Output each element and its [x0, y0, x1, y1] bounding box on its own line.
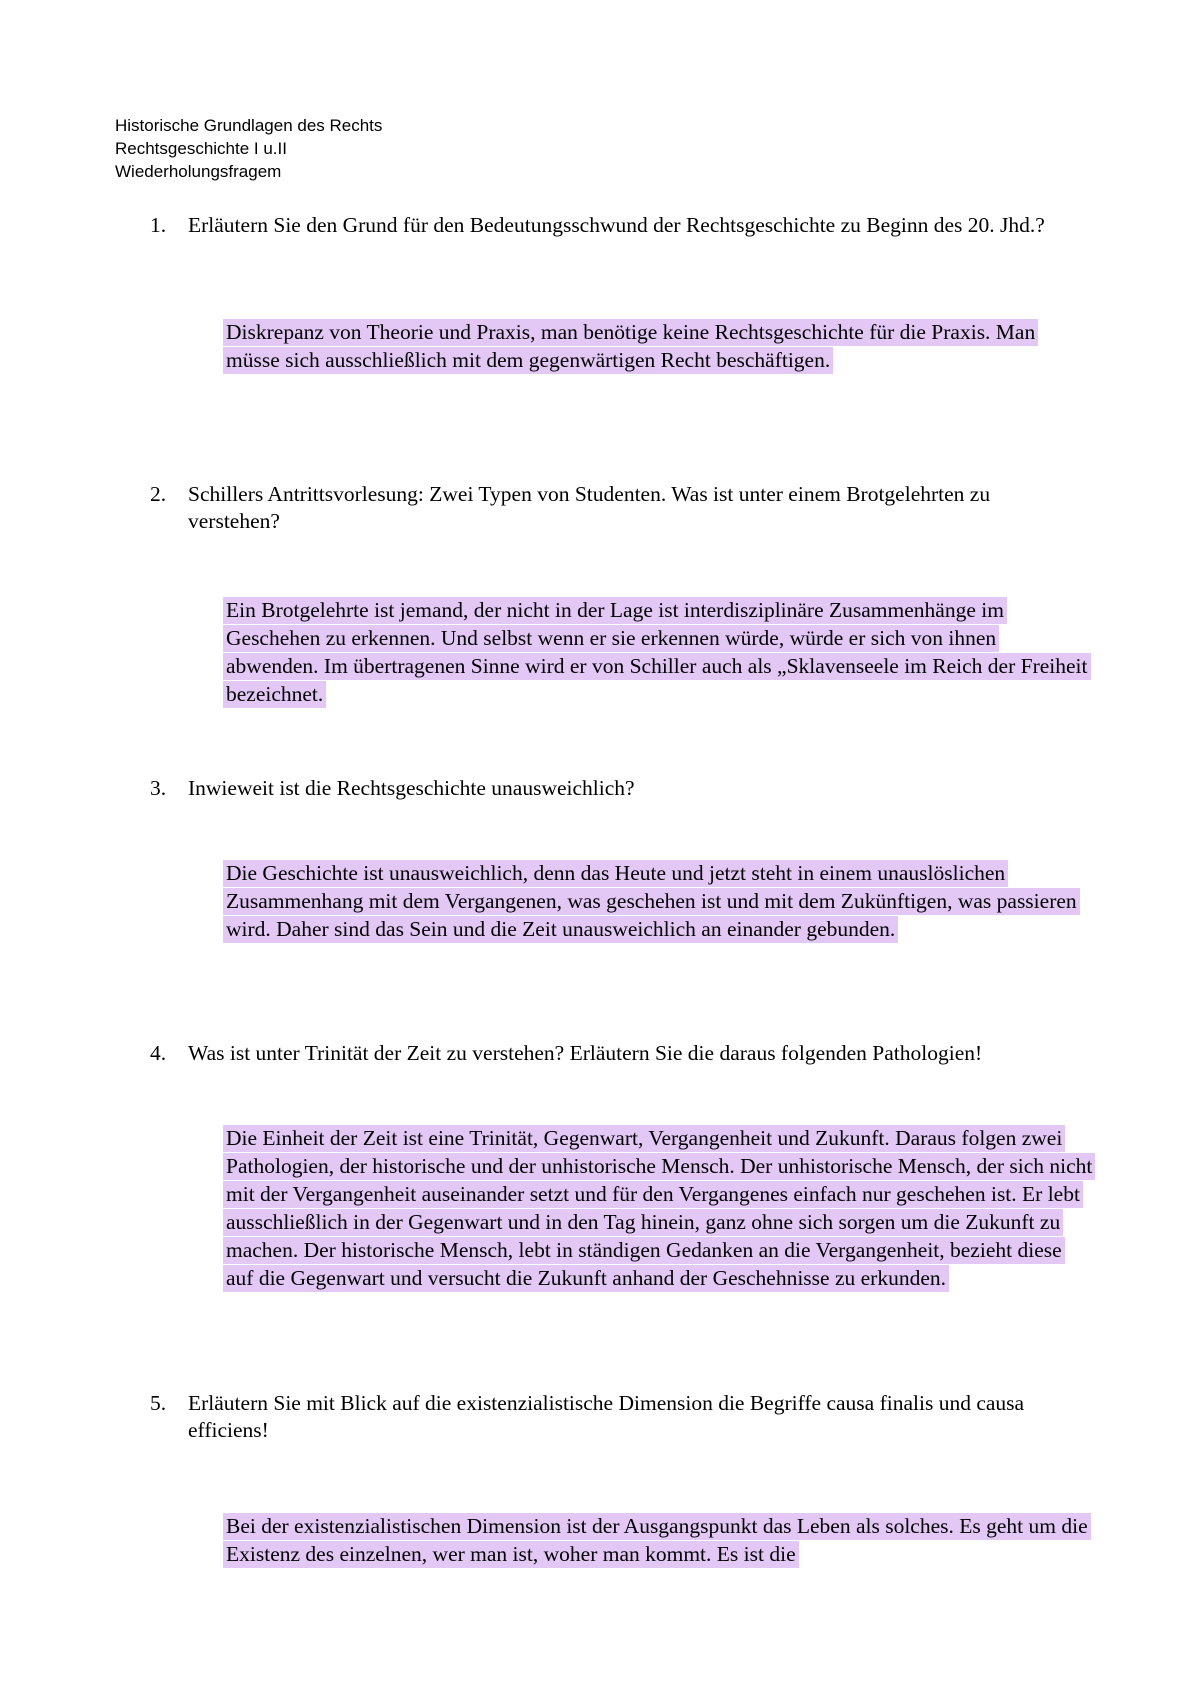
question-number: 1. [150, 213, 167, 237]
answer-2 [223, 596, 1093, 708]
highlighted-answer-text: Die Geschichte ist unausweichlich, denn das Heute und jetzt steht in einem unauslöslichen Zusammenhang mit dem Vergangenen, was geschehen ist und mit dem Zukünftigen, was passieren wird. Daher sind das Sein und die Zeit unausweichlich an einander gebunden. [223, 860, 1080, 943]
header-course-title: Historische Grundlagen des Rechts [115, 116, 383, 135]
question-text: Erläutern Sie mit Blick auf die existenzialistische Dimension die Begriffe causa finalis und causa efficiens! [188, 1391, 1025, 1442]
highlighted-answer-text: Ein Brotgelehrte ist jemand, der nicht in der Lage ist interdisziplinäre Zusammenhänge im Geschehen zu erkennen. Und selbst wenn er sie erkennen würde, würde er sich von ihnen abwenden. Im übertragenen Sinne wird er von Schiller auch als „Sklavenseele im Reich der Freiheit bezeichnet. [223, 597, 1091, 708]
header-document-type: Wiederholungsfragem [115, 162, 282, 181]
question-number: 2. [150, 482, 167, 506]
answer-3 [223, 859, 1093, 943]
question-4 [150, 1040, 1080, 1067]
question-1 [150, 212, 1080, 239]
question-2 [150, 481, 1080, 535]
question-text: Was ist unter Trinität der Zeit zu verstehen? Erläutern Sie die daraus folgenden Pathologien! [188, 1041, 983, 1065]
highlighted-answer-text: Diskrepanz von Theorie und Praxis, man benötige keine Rechtsgeschichte für die Praxis. Man müsse sich ausschließlich mit dem gegenwärtigen Recht beschäftigen. [223, 319, 1038, 374]
question-3 [150, 775, 1080, 802]
header-course-subtitle: Rechtsgeschichte I u.II [115, 139, 287, 158]
question-text: Schillers Antrittsvorlesung: Zwei Typen von Studenten. Was ist unter einem Brotgelehrten zu verstehen? [188, 482, 991, 533]
answer-1 [223, 318, 1093, 374]
answer-5 [223, 1512, 1093, 1568]
highlighted-answer-text: Bei der existenzialistischen Dimension ist der Ausgangspunkt das Leben als solches. Es geht um die Existenz des einzelnen, wer man ist, woher man kommt. Es ist die [223, 1513, 1091, 1568]
document-header [115, 114, 382, 183]
question-text: Erläutern Sie den Grund für den Bedeutungsschwund der Rechtsgeschichte zu Beginn des 20. Jhd.? [188, 213, 1045, 237]
question-number: 4. [150, 1041, 167, 1065]
question-5 [150, 1390, 1080, 1444]
question-number: 5. [150, 1391, 167, 1415]
answer-4 [223, 1124, 1093, 1292]
highlighted-answer-text: Die Einheit der Zeit ist eine Trinität, Gegenwart, Vergangenheit und Zukunft. Daraus folgen zwei Pathologien, der historische und der unhistorische Mensch. Der unhistorische Mensch, der sich nicht mit der Vergangenheit auseinander setzt und für den Vergangenes einfach nur geschehen ist. Er lebt ausschließlich in der Gegenwart und in den Tag hinein, ganz ohne sich sorgen um die Zukunft zu machen. Der historische Mensch, lebt in ständigen Gedanken an die Vergangenheit, bezieht diese auf die Gegenwart und versucht die Zukunft anhand der Geschehnisse zu erkunden. [223, 1125, 1095, 1292]
question-text: Inwieweit ist die Rechtsgeschichte unausweichlich? [188, 776, 635, 800]
question-number: 3. [150, 776, 167, 800]
